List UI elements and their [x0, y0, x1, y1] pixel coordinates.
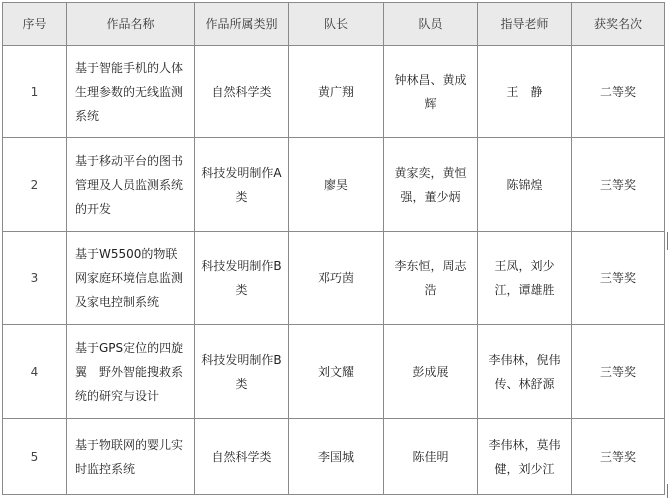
project-name: 基于智能手机的人体生理参数的无线监测系统 [67, 46, 195, 138]
table-row [3, 419, 665, 495]
advisor: 陈锦煌 [478, 138, 572, 232]
team-captain: 邓巧茵 [289, 232, 384, 325]
award-rank: 三等奖 [572, 232, 665, 325]
team-members: 李东恒，周志浩 [384, 232, 478, 325]
advisor: 李伟林，倪伟传、林舒源 [478, 325, 572, 419]
row-index: 3 [3, 232, 67, 325]
team-captain: 黄广翔 [289, 46, 384, 138]
advisor: 王凤，刘少江，谭雄胜 [478, 232, 572, 325]
project-category: 自然科学类 [195, 46, 289, 138]
project-category: 自然科学类 [195, 419, 289, 495]
team-members: 陈佳明 [384, 419, 478, 495]
header-index: 序号 [3, 3, 67, 46]
advisor: 王 静 [478, 46, 572, 138]
advisor: 李伟林，莫伟健，刘少江 [478, 419, 572, 495]
project-name: 基于移动平台的图书管理及人员监测系统的开发 [67, 138, 195, 232]
awards-table [2, 2, 665, 495]
award-rank: 三等奖 [572, 325, 665, 419]
header-category: 作品所属类别 [195, 3, 289, 46]
project-category: 科技发明制作B类 [195, 325, 289, 419]
header-captain: 队长 [289, 3, 384, 46]
project-name: 基于物联网的婴儿实时监控系统 [67, 419, 195, 495]
team-members: 彭成展 [384, 325, 478, 419]
header-name: 作品名称 [67, 3, 195, 46]
row-index: 2 [3, 138, 67, 232]
project-category: 科技发明制作B类 [195, 232, 289, 325]
header-award: 获奖名次 [572, 3, 665, 46]
row-index: 5 [3, 419, 67, 495]
award-rank: 三等奖 [572, 138, 665, 232]
table-row [3, 325, 665, 419]
project-category: 科技发明制作A类 [195, 138, 289, 232]
project-name: 基于W5500的物联网家庭环境信息监测及家电控制系统 [67, 232, 195, 325]
row-index: 1 [3, 46, 67, 138]
table-row [3, 138, 665, 232]
table-row [3, 46, 665, 138]
team-members: 钟林昌、黄成辉 [384, 46, 478, 138]
row-index: 4 [3, 325, 67, 419]
header-members: 队员 [384, 3, 478, 46]
award-rank: 二等奖 [572, 46, 665, 138]
team-captain: 李国城 [289, 419, 384, 495]
project-name: 基于GPS定位的四旋翼 野外智能搜救系统的研究与设计 [67, 325, 195, 419]
table-row [3, 232, 665, 325]
header-advisor: 指导老师 [478, 3, 572, 46]
award-rank: 三等奖 [572, 419, 665, 495]
team-captain: 刘文耀 [289, 325, 384, 419]
team-captain: 廖昊 [289, 138, 384, 232]
team-members: 黄家奕，黄恒强，董少炳 [384, 138, 478, 232]
header-row [3, 3, 665, 46]
